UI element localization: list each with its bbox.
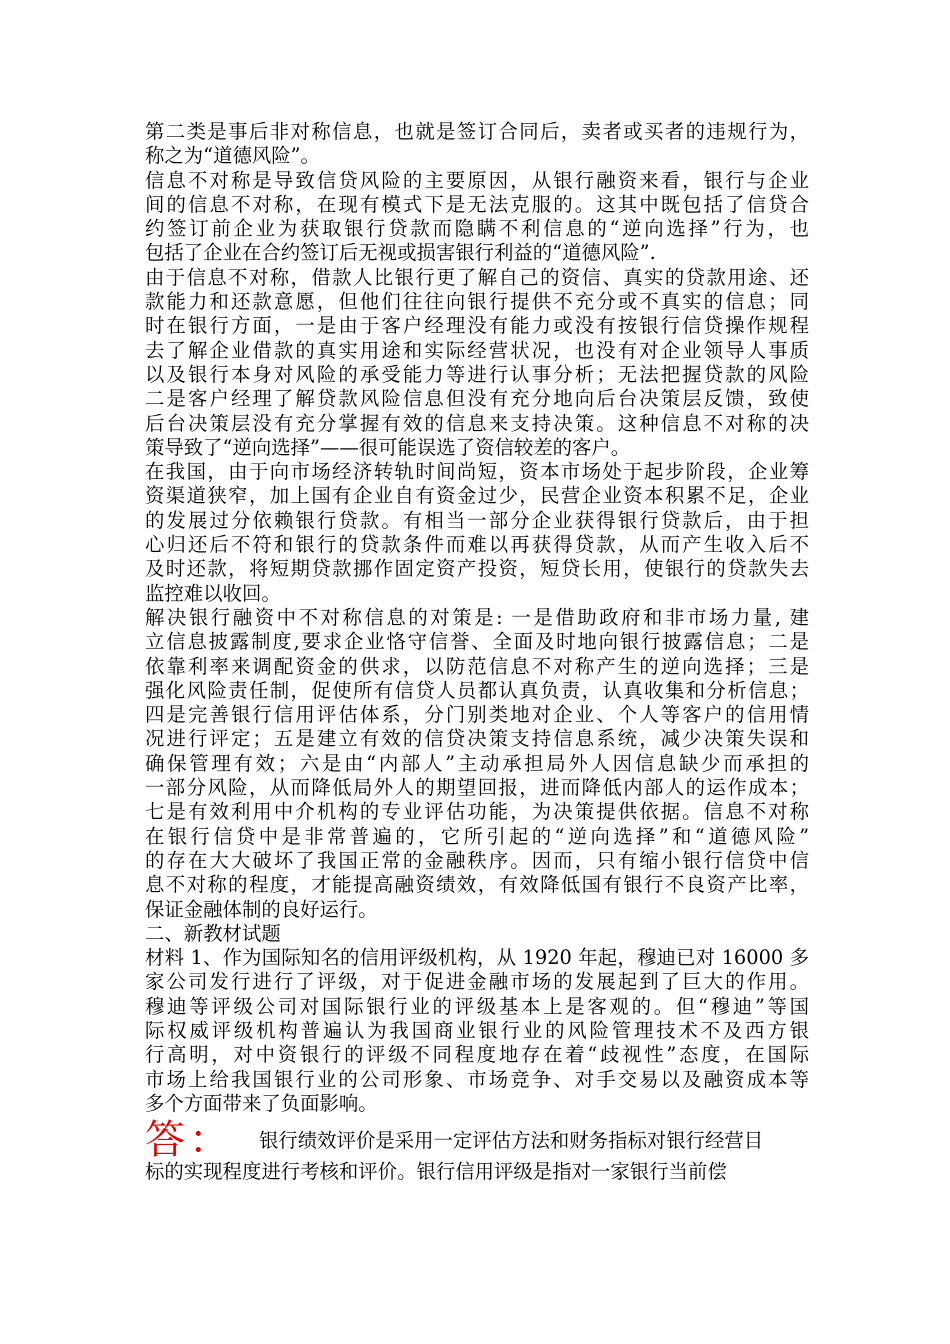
answer-text-first-line: 银行绩效评价是采用一定评估方法和财务指标对银行经营目 xyxy=(259,1129,764,1153)
text-line: 资渠道狭窄，加上国有企业自有资金过少，民营企业资本积累不足，企业 xyxy=(145,484,809,508)
text-line: 去了解企业借款的真实用途和实际经营状况，也没有对企业领导人事质 xyxy=(145,338,809,362)
text-line: 保证金融体制的良好运行。 xyxy=(145,897,378,921)
text-line: 息不对称的程度，才能提高融资绩效，有效降低国有银行不良资产比率， xyxy=(145,873,809,897)
answer-line xyxy=(145,1117,809,1164)
text-line: 市场上给我国银行业的公司形象、市场竞争、对手交易以及融资成本等 xyxy=(145,1067,809,1091)
body-text xyxy=(145,120,809,1116)
text-line: 第二类是事后非对称信息，也就是签订合同后，卖者或买者的违规行为， xyxy=(145,120,809,143)
text-line: 约签订前企业为获取银行贷款而隐瞒不利信息的“逆向选择”行为，也 xyxy=(145,217,809,241)
text-line: 的发展过分依赖银行贷款。有相当一部分企业获得银行贷款后，由于担 xyxy=(145,508,809,532)
text-line: 一部分风险，从而降低局外人的期望回报，进而降低内部人的运作成本； xyxy=(145,776,809,800)
text-line: 材料 1、作为国际知名的信用评级机构，从 1920 年起，穆迪已对 16000 多 xyxy=(145,946,809,970)
text-line: 解决银行融资中不对称信息的对策是: 一是借助政府和非市场力量, 建 xyxy=(145,605,809,629)
answer-mark: 答： xyxy=(145,1117,233,1164)
text-line: 依靠利率来调配资金的供求，以防范信息不对称产生的逆向选择；三是 xyxy=(145,654,809,678)
text-line: 称之为“道德风险”。 xyxy=(145,144,320,168)
text-line: 家公司发行进行了评级，对于促进金融市场的发展起到了巨大的作用。 xyxy=(145,970,809,994)
text-line: 后台决策层没有充分掌握有效的信息来支持决策。这种信息不对称的决 xyxy=(145,411,809,435)
text-line: 款能力和还款意愿，但他们往往向银行提供不充分或不真实的信息；同 xyxy=(145,290,809,314)
text-line: 确保管理有效；六是由“内部人”主动承担局外人因信息缺少而承担的 xyxy=(145,751,809,775)
text-line: 七是有效利用中介机构的专业评估功能，为决策提供依据。信息不对称 xyxy=(145,800,809,824)
text-line: 二、新教材试题 xyxy=(145,921,281,945)
text-line: 强化风险责任制，促使所有信贷人员都认真负责，认真收集和分析信息； xyxy=(145,678,809,702)
text-line: 在我国，由于向市场经济转轨时间尚短，资本市场处于起步阶段，企业筹 xyxy=(145,460,809,484)
text-line: 策导致了“逆向选择”——很可能误选了资信较差的客户。 xyxy=(145,435,631,459)
text-line: 行高明，对中资银行的评级不同程度地存在着“歧视性”态度，在国际 xyxy=(145,1043,809,1067)
text-line: 二是客户经理了解贷款风险信息但没有充分地向后台决策层反馈，致使 xyxy=(145,387,809,411)
answer-text-second-line: 标的实现程度进行考核和评价。银行信用评级是指对一家银行当前偿 xyxy=(145,1160,727,1184)
text-line: 际权威评级机构普遍认为我国商业银行业的风险管理技术不及西方银 xyxy=(145,1018,809,1042)
text-line: 在银行信贷中是非常普遍的，它所引起的“逆向选择”和“道德风险” xyxy=(145,824,809,848)
document-body xyxy=(145,120,809,1184)
text-line: 由于信息不对称，借款人比银行更了解自己的资信、真实的贷款用途、还 xyxy=(145,265,809,289)
text-line: 多个方面带来了负面影响。 xyxy=(145,1091,378,1115)
text-line: 以及银行本身对风险的承受能力等进行认事分析；无法把握贷款的风险 xyxy=(145,362,809,386)
text-line: 四是完善银行信用评估体系，分门别类地对企业、个人等客户的信用情 xyxy=(145,703,809,727)
text-line: 穆迪等评级公司对国际银行业的评级基本上是客观的。但“穆迪”等国 xyxy=(145,994,809,1018)
text-line: 监控难以收回。 xyxy=(145,581,281,605)
text-line: 况进行评定；五是建立有效的信贷决策支持信息系统，减少决策失误和 xyxy=(145,727,809,751)
text-line: 信息不对称是导致信贷风险的主要原因，从银行融资来看，银行与企业 xyxy=(145,168,809,192)
text-line: 心归还后不符和银行的贷款条件而难以再获得贷款，从而产生收入后不 xyxy=(145,533,809,557)
text-line: 立信息披露制度,要求企业恪守信誉、全面及时地向银行披露信息；二是 xyxy=(145,630,809,654)
text-line: 的存在大大破坏了我国正常的金融秩序。因而，只有缩小银行信贷中信 xyxy=(145,848,809,872)
text-line: 时在银行方面，一是由于客户经理没有能力或没有按银行信贷操作规程 xyxy=(145,314,809,338)
text-line: 及时还款，将短期贷款挪作固定资产投资，短贷长用，使银行的贷款失去 xyxy=(145,557,809,581)
text-line: 间的信息不对称，在现有模式下是无法克服的。这其中既包括了信贷合 xyxy=(145,192,809,216)
text-line: 包括了企业在合约签订后无视或损害银行利益的“道德风险”. xyxy=(145,241,656,265)
